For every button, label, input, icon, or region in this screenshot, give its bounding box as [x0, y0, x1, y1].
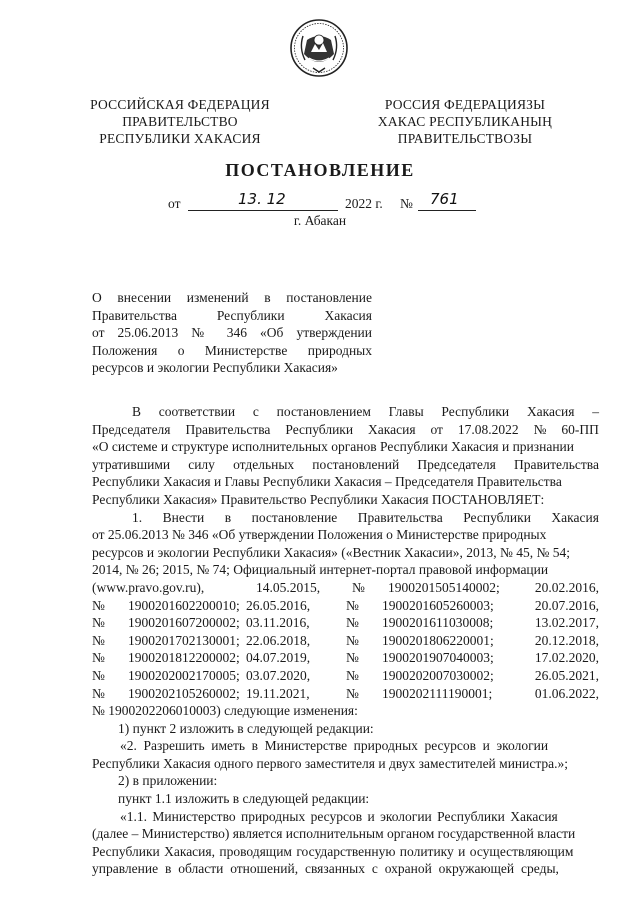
handwritten-number: 761 — [430, 190, 459, 208]
body-line: Республики Хакасия одного первого заместителя и двух заместителей министра.»; — [92, 755, 569, 771]
year-text: 2022 г. — [345, 196, 383, 211]
body-line: № 1900202206010003) следующие изменения: — [92, 703, 358, 719]
header-left-line: РЕСПУБЛИКИ ХАКАСИЯ — [99, 131, 261, 146]
registry-row: № 1900201607200002; 03.11.2016, № 1900201611030008; 13.02.2017, — [92, 615, 599, 631]
document-title: ПОСТАНОВЛЕНИЕ — [225, 160, 415, 180]
registry-row: № 1900201702130001; 22.06.2018, № 1900201806220001; 20.12.2018, — [92, 632, 599, 648]
registry-row: № 1900201812200002; 04.07.2019, № 1900201907040003; 17.02.2020, — [92, 650, 599, 666]
registry-row: № 1900201602200010; 26.05.2016, № 1900201605260003; 20.07.2016, — [92, 597, 599, 613]
registry-row: № 1900202002170005; 03.07.2020, № 1900202007030002; 26.05.2021, — [92, 667, 599, 683]
body-line: пункт 1.1 изложить в следующей редакции: — [118, 791, 370, 807]
body-line: Председателя Правительства Республики Хакасия от 17.08.2022 № 60-ПП — [92, 421, 599, 437]
subject-line: О внесении изменений в постановление — [92, 290, 372, 305]
header-right-line: ПРАВИТЕЛЬСТВОЗЫ — [397, 131, 533, 146]
body-line: 2014, № 26; 2015, № 74; Официальный интернет-портал правовой информации — [92, 562, 549, 578]
subject-line: ресурсов и экологии Республики Хакасия» — [92, 360, 338, 376]
date-prefix: от — [168, 196, 181, 211]
header-right — [370, 96, 560, 147]
body-line: (далее – Министерство) является исполнительным органом государственной власти — [92, 826, 576, 842]
body-line: (www.pravo.gov.ru), 14.05.2015, № 1900201505140002; 20.02.2016, — [92, 579, 599, 595]
body-line: 1. Внести в постановление Правительства Республики Хакасия — [132, 509, 599, 525]
body-line: 2) в приложении: — [118, 773, 218, 789]
body-line: от 25.06.2013 № 346 «Об утверждении Положения о Министерстве природных — [92, 527, 547, 543]
body-line: ресурсов и экологии Республики Хакасия» («Вестник Хакасии», 2013, № 45, № 54; — [92, 544, 570, 560]
subject-line: от 25.06.2013 № 346 «Об утверждении — [92, 325, 372, 341]
body-line: «1.1. Министерство природных ресурсов и экологии Республики Хакасия — [120, 808, 558, 824]
header-right-line: ХАКАС РЕСПУБЛИКАНЫҢ — [377, 114, 553, 129]
header-left — [90, 96, 270, 147]
body-line: Республики Хакасия» Правительство Республики Хакасия ПОСТАНОВЛЯЕТ: — [92, 491, 545, 507]
body-line: управление в области отношений, связанных с охраной окружающей среды, — [92, 861, 559, 877]
city-name: г. Абакан — [293, 213, 347, 228]
registry-row: № 1900202105260002; 19.11.2021, № 1900202111190001; 01.06.2022, — [92, 685, 599, 701]
subject-line: Положения о Министерстве природных — [92, 342, 372, 358]
body-text — [92, 403, 599, 878]
subject-line: Правительства Республики Хакасия — [92, 307, 372, 323]
body-line: 1) пункт 2 изложить в следующей редакции: — [118, 720, 374, 736]
handwritten-date: 13. 12 — [238, 190, 286, 208]
body-line: Республики Хакасия, проводящим государственную политику и осуществляющим — [92, 843, 574, 859]
body-line: В соответствии с постановлением Главы Республики Хакасия – — [132, 404, 599, 419]
subject-block — [92, 289, 372, 377]
header-right-line: РОССИЯ ФЕДЕРАЦИЯЗЫ — [384, 97, 546, 112]
body-line: «2. Разрешить иметь в Министерстве природных ресурсов и экологии — [120, 738, 549, 754]
number-sign: № — [400, 196, 413, 211]
body-line: Республики Хакасия и Главы Республики Хакасия – Председателя Правительства — [92, 474, 562, 490]
body-line: утратившими силу отдельных постановлений Председателя Правительства — [92, 456, 599, 472]
header-left-line: ПРАВИТЕЛЬСТВО — [122, 114, 238, 129]
coat-of-arms-icon — [289, 18, 349, 78]
header-left-line: РОССИЙСКАЯ ФЕДЕРАЦИЯ — [90, 97, 270, 112]
body-line: «О системе и структуре исполнительных органов Республики Хакасия и признании — [92, 439, 574, 455]
